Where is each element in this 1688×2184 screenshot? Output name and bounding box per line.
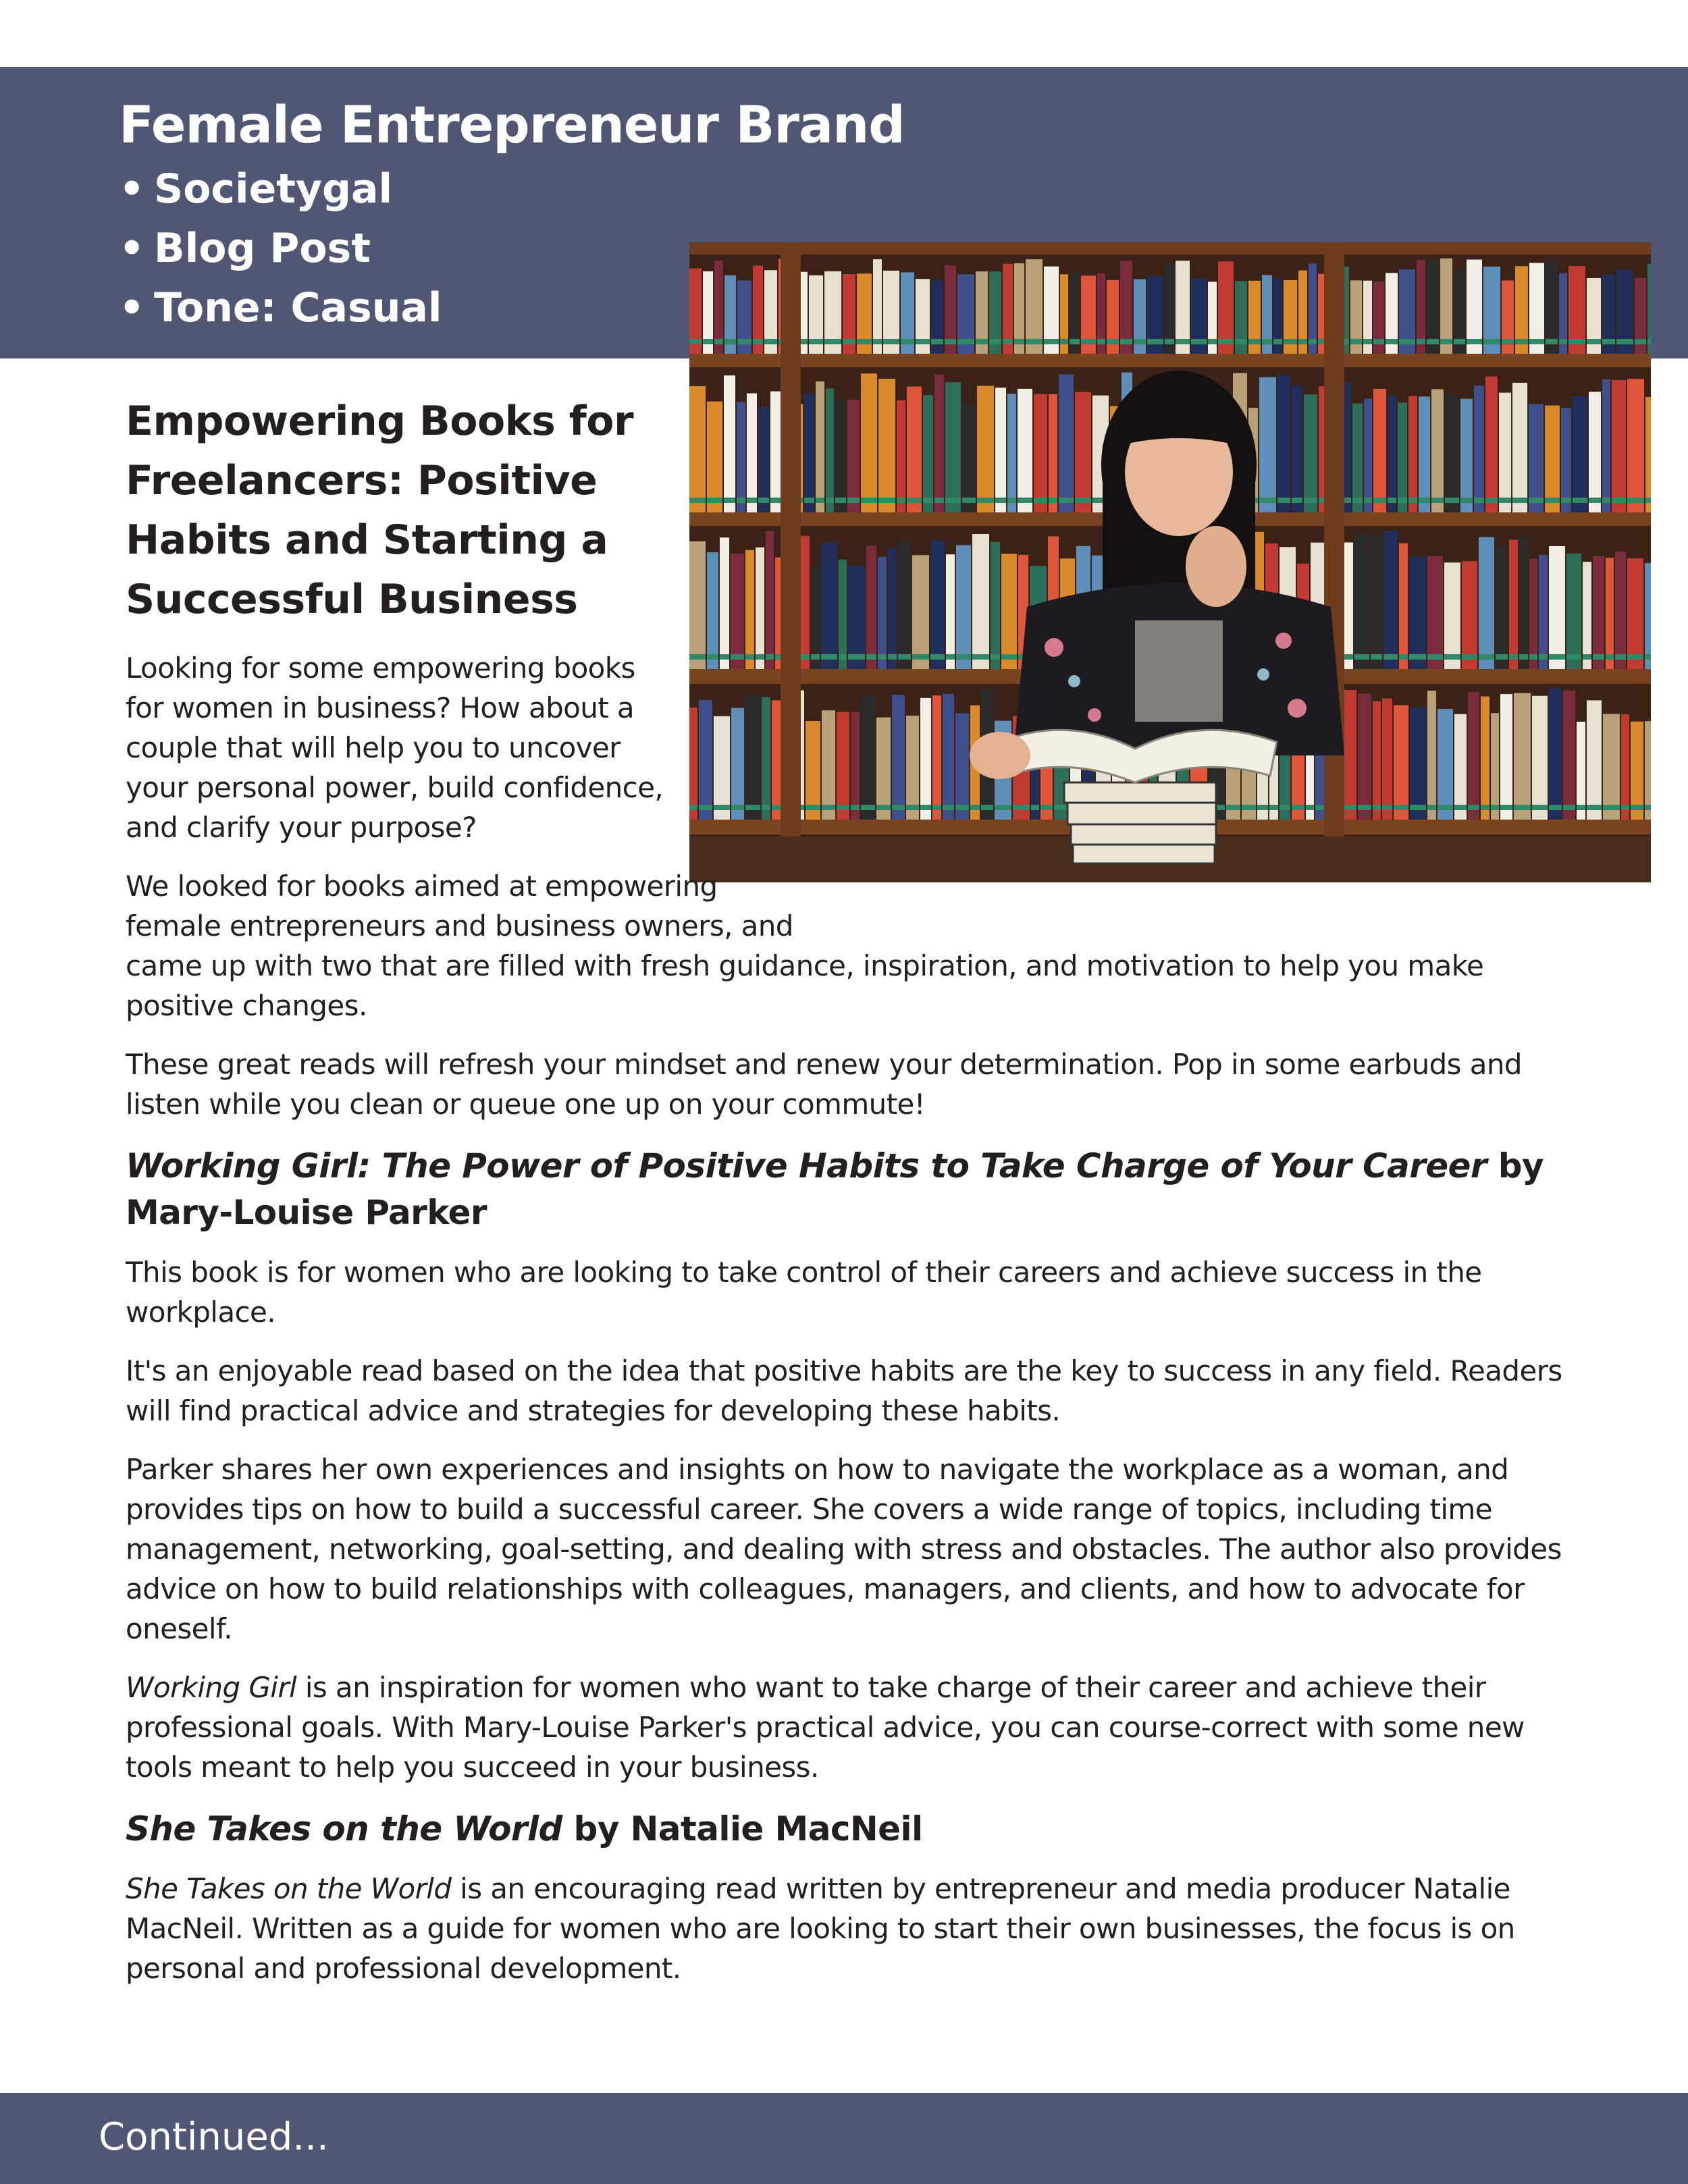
book-title-inline: She Takes on the World [126, 1872, 452, 1905]
book-heading [126, 1143, 1571, 1236]
book-paragraph: It's an enjoyable read based on the idea that positive habits are the key to success in any field. Readers will find practical advice and strategies for developing these habits. [126, 1354, 1562, 1427]
book-paragraph: This book is for women who are looking to take control of their careers and achieve success in the workplace. [126, 1256, 1482, 1329]
intro-paragraph: We looked for books aimed at empowering female entrepreneurs and business owners, and came up with two that are filled with fresh guidance, inspiration, and motivation to help you make positive changes. [126, 870, 1484, 1022]
book-title: Working Girl: The Power of Positive Habits to Take Charge of Your Career [126, 1146, 1487, 1186]
book-paragraph-text: is an inspiration for women who want to take charge of their career and achieve their professional goals. With Mary-Louise Parker's practical advice, you can course-correct with some new tools meant to help you succeed in your business. [126, 1671, 1525, 1784]
intro-paragraph: Looking for some empowering books for women in business? How about a couple that will help you to uncover your personal power, build confidence, and clarify your purpose? [126, 651, 664, 844]
brand-item-label: Blog Post [154, 225, 371, 272]
article-title: Empowering Books for Freelancers: Positive Habits and Starting a Successful Business [126, 398, 634, 623]
brand-title: Female Entrepreneur Brand [119, 95, 905, 155]
book-title-inline: Working Girl [126, 1671, 297, 1704]
book-paragraph: Parker shares her own experiences and insights on how to navigate the workplace as a woman, and provides tips on how to build a successful career. She covers a wide range of topics, including time management, networking, goal-setting, and dealing with stress and obstacles. The author also provides advice on how to build relationships with colleagues, managers, and clients, and how to advocate for oneself. [126, 1453, 1562, 1645]
intro-paragraph: These great reads will refresh your mindset and renew your determination. Pop in some earbuds and listen while you clean or queue one up on your commute! [126, 1048, 1522, 1121]
book-byline: by Natalie MacNeil [573, 1809, 923, 1848]
brand-item-format [119, 219, 442, 278]
book-paragraph-text: is an encouraging read written by entrepreneur and media producer Natalie MacNeil. Written as a guide for women who are looking to start their own businesses, the focus is on personal and professional development. [126, 1872, 1515, 1985]
image-wrap-spacer [794, 392, 1571, 925]
brand-item-publication [119, 159, 442, 219]
brand-item-label: Societygal [154, 165, 393, 213]
continued-label: Continued... [99, 2115, 329, 2159]
book-paragraph [126, 1869, 1571, 1988]
bullet-icon: • [119, 165, 145, 213]
bullet-icon: • [119, 284, 145, 331]
book-byline: by Mary-Louise Parker [126, 1146, 1544, 1232]
brand-details-list [119, 159, 442, 338]
book-title: She Takes on the World [126, 1809, 562, 1848]
book-paragraph [126, 1668, 1571, 1787]
bullet-icon: • [119, 225, 145, 272]
footer-band [0, 2093, 1688, 2184]
brand-item-tone [119, 278, 442, 338]
article [126, 392, 1571, 2007]
book-heading [126, 1806, 1571, 1853]
brand-item-label: Tone: Casual [154, 284, 442, 331]
